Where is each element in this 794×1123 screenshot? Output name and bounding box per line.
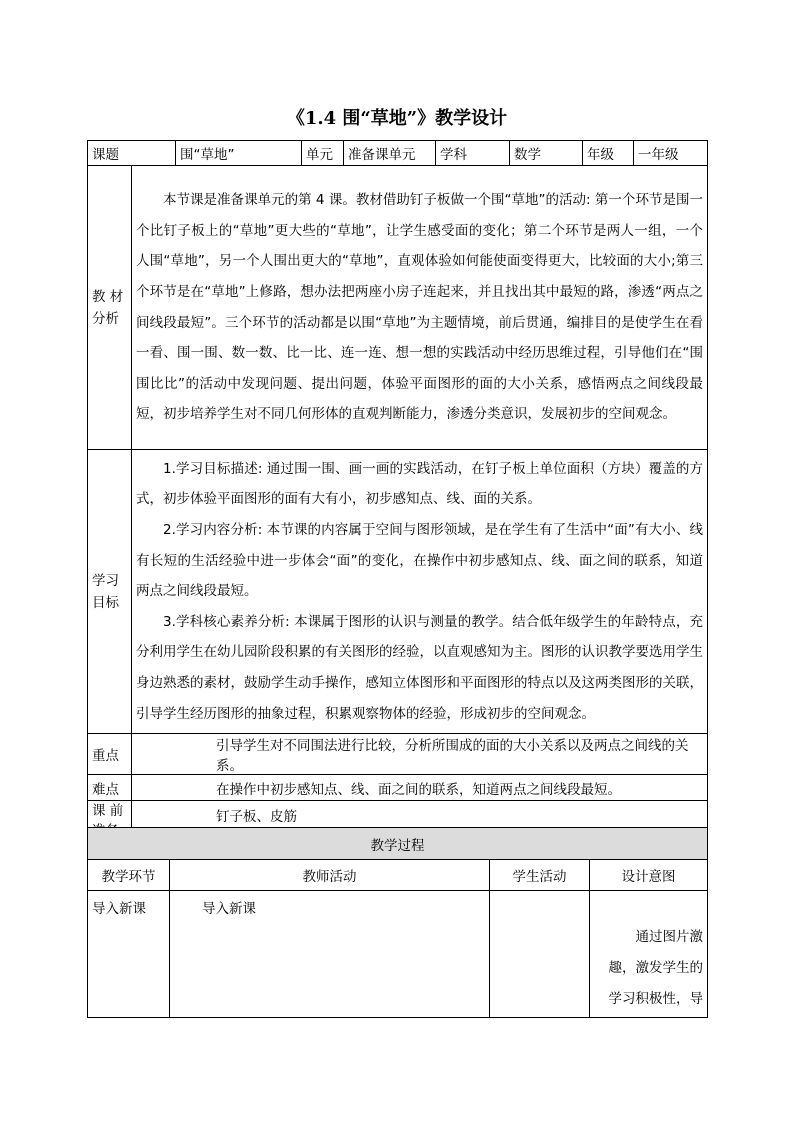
lesson-info-table: [87, 140, 708, 842]
info-row: [88, 141, 708, 166]
table-row: [88, 891, 708, 1018]
process-table: [87, 827, 708, 1018]
col-student: 学生活动: [490, 860, 590, 891]
material-analysis-text: 本节课是准备课单元的第 4 课。教材借助钉子板做一个围“草地”的活动: 第一个环节是围一个比钉子板上的“草地”更大些的“草地”，让学生感受面的变化；第二个环节是两人一组，一个人围“草地”，另一个人围出更大的“草地”，直观体验如何能使面变得更大，比较面的大小;第三个环节是在“草地”上修路，想办法把两座小房子连起来，并且找出其中最短的路，渗透“两点之间线段最短”。三个环节的活动都是以围“草地”为主题情境，前后贯通，编排目的是使学生在看一看、围一围、数一数、比一比、连一连、想一想的实践活动中经历思维过程，引导他们在“围围比比”的活动中发现问题、提出问题，体验平面图形的面的大小关系，感悟两点之间线段最短，初步培养学生对不同几何形体的直观判断能力，渗透分类意识，发展初步的空间观念。: [132, 166, 708, 450]
grade-value: 一年级: [634, 141, 708, 166]
page-title: 《1.4 围“草地”》教学设计: [286, 108, 508, 129]
unit-label: 单元: [302, 141, 344, 166]
col-teacher: 教师活动: [170, 860, 490, 891]
key-point-label: 重点: [88, 734, 132, 775]
subject-value: 围“草地”: [176, 141, 302, 166]
discipline-label: 学科: [436, 141, 510, 166]
goal-item: 2.学习内容分析: 本节课的内容属于空间与图形领域，是在学生有了生活中“面”有大小、线有长短的生活经验中进一步体会“面”的变化，在操作中初步感知点、线、面之间的联系，知道两点之间线段最短。: [136, 522, 703, 600]
process-columns-row: [88, 860, 708, 891]
learning-goals-label: 学习 目标: [88, 450, 132, 734]
learning-goals-row: [88, 450, 708, 734]
goal-item: 1.学习目标描述: 通过围一围、画一画的实践活动，在钉子板上单位面积（方块）覆盖的方式，初步体验平面图形的面有大有小，初步感知点、线、面的关系。: [136, 460, 703, 508]
subject-label: 课题: [88, 141, 176, 166]
process-header: 教学过程: [88, 828, 708, 860]
key-point-text: 引导学生对不同围法进行比较，分析所围成的面的大小关系以及两点之间线的关系。: [132, 734, 708, 775]
learning-goals-text: [132, 450, 708, 734]
difficulty-text: 在操作中初步感知点、线、面之间的联系，知道两点之间线段最短。: [132, 775, 708, 801]
difficulty-label: 难点: [88, 775, 132, 801]
difficulty-row: [88, 775, 708, 801]
preparation-text: 钉子板、皮筋: [132, 801, 708, 842]
goal-item: 3.学科核心素养分析: 本课属于图形的认识与测量的教学。结合低年级学生的年龄特点，充分利用学生在幼儿园阶段积累的有关图形的经验，以直观感知为主。图形的认识教学要选用学生身边熟悉的素材，鼓励学生动手操作，感知立体图形和平面图形的特点以及这两类图形的关联，引导学生经历图形的抽象过程，积累观察物体的经验，形成初步的空间观念。: [136, 613, 703, 722]
preparation-label: 课 前: [88, 801, 132, 842]
intent-cell: 通过图片激 趣，激发学生的 学习积极性，导: [590, 891, 708, 1018]
material-analysis-row: [88, 166, 708, 450]
stage-cell: 导入新课: [88, 891, 170, 1018]
teacher-cell: 导入新课: [170, 891, 490, 1018]
col-intent: 设计意图: [590, 860, 708, 891]
key-point-row: [88, 734, 708, 775]
process-header-row: [88, 828, 708, 860]
student-cell: [490, 891, 590, 1018]
material-analysis-label: 教 材 分析: [88, 166, 132, 450]
col-stage: 教学环节: [88, 860, 170, 891]
discipline-value: 数学: [510, 141, 583, 166]
grade-label: 年级: [583, 141, 634, 166]
unit-value: 准备课单元: [344, 141, 436, 166]
